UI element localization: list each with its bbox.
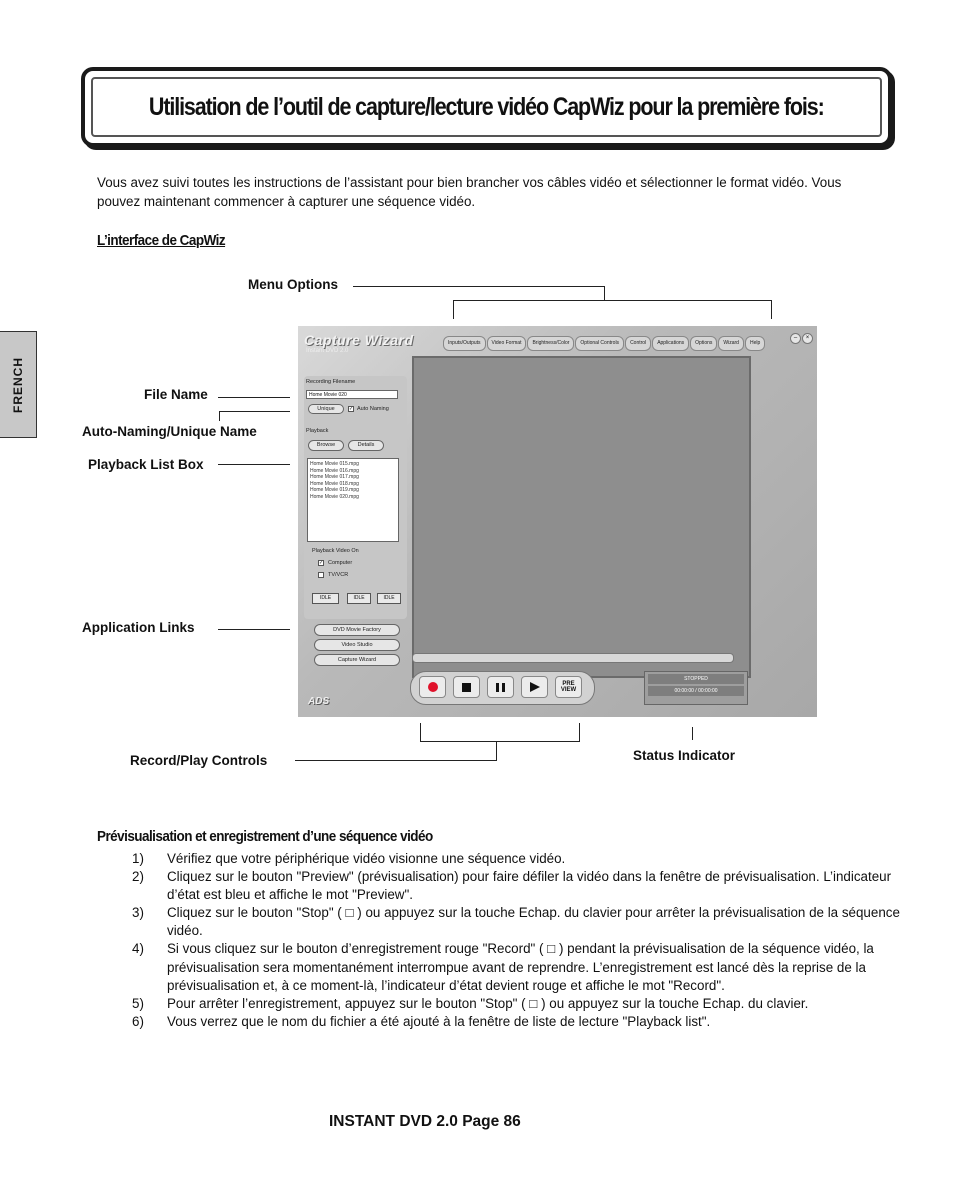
idle-indicator: IDLE (377, 593, 401, 604)
callout-line (219, 411, 220, 421)
status-state: STOPPED (648, 674, 744, 684)
callout-line (295, 760, 497, 761)
tv-vcr-checkbox[interactable] (318, 572, 324, 578)
title-banner-inner (91, 77, 882, 137)
close-icon[interactable]: × (802, 333, 813, 344)
interface-heading: L’interface de CapWiz (97, 232, 226, 249)
stop-button[interactable] (453, 676, 480, 698)
callout-line (496, 741, 497, 761)
playlist-item[interactable]: Home Movie 015.mpg (310, 461, 359, 467)
callout-application-links: Application Links (82, 620, 195, 635)
capture-wizard-link[interactable]: Capture Wizard (314, 654, 400, 666)
playlist-item[interactable]: Home Movie 018.mpg (310, 480, 359, 487)
app-logo: Capture Wizard (304, 332, 414, 348)
idle-indicator: IDLE (347, 593, 371, 604)
callout-playback-list: Playback List Box (88, 457, 204, 472)
callout-status-indicator: Status Indicator (633, 748, 736, 763)
video-preview-area (412, 356, 751, 678)
list-item: 5) Pour arrêter l’enregistrement, appuyez sur le bouton "Stop" ( □ ) ou appuyez sur la touche Echap. du clavier. (132, 995, 809, 1011)
browse-button[interactable]: Browse (308, 440, 344, 451)
tv-vcr-label: TV/VCR (328, 572, 349, 578)
callout-line (353, 286, 605, 287)
filename-input[interactable]: Home Movie 020 (306, 390, 398, 399)
callout-line (218, 397, 290, 398)
minimize-icon[interactable]: – (790, 333, 801, 344)
playlist-item[interactable]: Home Movie 017.mpg (310, 474, 359, 480)
callout-bracket (579, 723, 580, 741)
record-icon (428, 682, 438, 692)
pause-button[interactable] (487, 676, 514, 698)
language-label: FRENCH (11, 356, 25, 413)
menu-optional-controls[interactable]: Optional Controls (575, 336, 624, 351)
language-side-tab (0, 331, 37, 438)
auto-naming-label: Auto Naming (357, 406, 389, 412)
list-item: 3) Cliquez sur le bouton "Stop" ( □ ) ou appuyez sur la touche Echap. du clavier pour arrêter la prévisualisation de la séquence vidéo. (132, 905, 900, 939)
callout-line (218, 464, 290, 465)
callout-file-name: File Name (144, 387, 208, 402)
play-icon (530, 682, 540, 692)
callout-bracket (420, 741, 580, 742)
position-slider[interactable] (412, 653, 734, 663)
menu-control[interactable]: Control (625, 336, 651, 351)
menu-options[interactable]: Options (690, 336, 717, 351)
callout-bracket (453, 300, 454, 319)
video-studio-link[interactable]: Video Studio (314, 639, 400, 651)
status-time: 00:00:00 / 00:00:00 (648, 686, 744, 696)
callout-line (218, 629, 290, 630)
unique-button[interactable]: Unique (308, 404, 344, 414)
callout-bracket (453, 300, 772, 301)
callout-bracket (420, 723, 421, 741)
details-button[interactable]: Details (348, 440, 384, 451)
playlist-item[interactable]: Home Movie 016.mpg (310, 467, 359, 474)
callout-line (604, 286, 605, 300)
menu-brightness-color[interactable]: Brightness/Color (527, 336, 574, 351)
playback-list-box[interactable] (307, 458, 399, 542)
list-item: 6) Vous verrez que le nom du fichier a été ajouté à la fenêtre de liste de lecture "Playback list". (132, 1013, 711, 1029)
play-button[interactable] (521, 676, 548, 698)
playlist-item[interactable]: Home Movie 019.mpg (310, 487, 359, 493)
steps-list (132, 850, 912, 1031)
callout-line (219, 411, 290, 412)
list-item: 2) Cliquez sur le bouton "Preview" (prévisualisation) pour faire défiler la vidéo dans la fenêtre de prévisualisation. L’indicateur d’état est bleu et affiche le mot "Preview". (132, 869, 892, 903)
playlist-item[interactable]: Home Movie 020.mpg (310, 493, 359, 500)
stop-icon (462, 683, 471, 692)
menu-wizard[interactable]: Wizard (718, 336, 744, 351)
steps-heading: Prévisualisation et enregistrement d’une séquence vidéo (97, 828, 433, 845)
menu-inputs-outputs[interactable]: Inputs/Outputs (443, 336, 486, 351)
computer-label: Computer (328, 560, 353, 566)
playback-label: Playback (306, 428, 329, 434)
pause-icon (496, 683, 505, 692)
capture-wizard-window (298, 326, 817, 717)
callout-menu-options: Menu Options (248, 277, 338, 292)
title-banner (81, 67, 892, 147)
page-title: Utilisation de l’outil de capture/lecture vidéo CapWiz pour la première fois: (149, 92, 824, 121)
status-indicator (644, 671, 748, 705)
brand-logo: ADS (308, 696, 330, 707)
dvd-movie-factory-link[interactable]: DVD Movie Factory (314, 624, 400, 636)
intro-paragraph: Vous avez suivi toutes les instructions de l’assistant pour bien brancher vos câbles vidéo et sélectionner le format vidéo. Vous pouvez maintenant commencer à capturer une séquence vidéo. (97, 175, 842, 209)
recording-filename-label: Recording Filename (306, 379, 356, 385)
auto-naming-checkbox[interactable]: ✓ (349, 406, 354, 412)
list-item: 4) Si vous cliquez sur le bouton d’enregistrement rouge "Record" ( □ ) pendant la prévisualisation de la séquence vidéo, la prévisualisation sera momentanément interrompue avant de reprendre. L’enregistrement est lancé dès la reprise de la prévisualisation et, à ce moment-là, l’indicateur d’état devient rouge et affiche le mot "Record". (132, 941, 874, 993)
record-play-controls (410, 671, 595, 705)
callout-line (692, 727, 693, 740)
callout-bracket (771, 300, 772, 319)
list-item: 1) Vérifiez que votre périphérique vidéo visionne une séquence vidéo. (132, 851, 566, 866)
playback-video-on-label: Playback Video On (312, 548, 359, 554)
callout-record-play: Record/Play Controls (130, 753, 268, 768)
left-panel (304, 376, 407, 619)
idle-indicator: IDLE (312, 593, 339, 604)
menu-applications[interactable]: Applications (652, 336, 689, 351)
page-footer: INSTANT DVD 2.0 Page 86 (329, 1113, 521, 1130)
app-sublogo: Instant DVD 2.0 (306, 348, 349, 354)
callout-auto-naming: Auto-Naming/Unique Name (82, 424, 257, 439)
menu-bar (443, 336, 766, 350)
menu-help[interactable]: Help (745, 336, 765, 351)
computer-checkbox[interactable]: ✓ (319, 560, 324, 566)
menu-video-format[interactable]: Video Format (487, 336, 527, 351)
preview-button[interactable]: PRE VIEW (555, 676, 582, 698)
record-button[interactable] (419, 676, 446, 698)
